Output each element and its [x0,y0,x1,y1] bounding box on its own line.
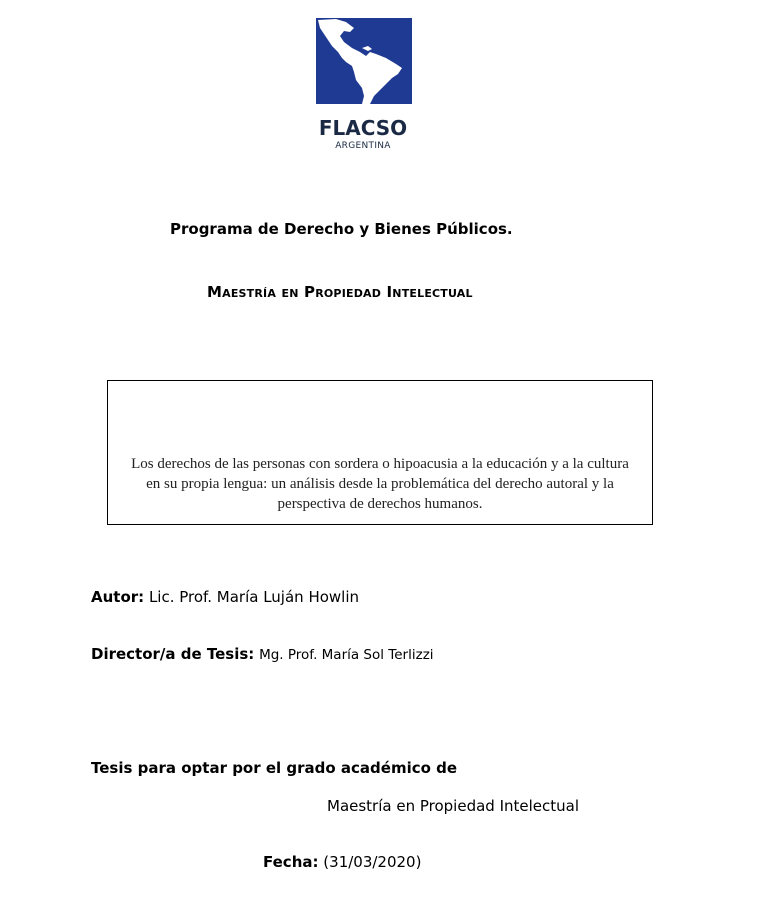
director-label: Director/a de Tesis: [91,645,255,663]
date-value: (31/03/2020) [323,853,422,871]
degree-name: Maestría en Propiedad Intelectual [327,797,580,815]
director-line [91,645,434,663]
thesis-title: Los derechos de las personas con sordera o hipoacusia a la educación y a la cultura en su propia lengua: un análisis desde la problemática del derecho autoral y la perspectiva de derechos humanos. [131,456,629,512]
logo-name: FLACSO [318,116,408,140]
program-heading: Programa de Derecho y Bienes Públicos. [170,220,513,238]
thesis-title-box [107,380,653,525]
date-line [263,853,421,871]
author-label: Autor: [91,588,145,606]
americas-map-icon [316,18,412,104]
logo-subtitle: ARGENTINA [335,141,391,151]
author-line [91,588,359,606]
degree-intro: Tesis para optar por el grado académico de [91,759,458,777]
master-title: Maestría en Propiedad Intelectual [207,283,473,301]
date-label: Fecha: [263,853,319,871]
author-value: Lic. Prof. María Luján Howlin [148,588,360,606]
flacso-logo [314,18,412,153]
director-value: Mg. Prof. María Sol Terlizzi [259,647,434,663]
